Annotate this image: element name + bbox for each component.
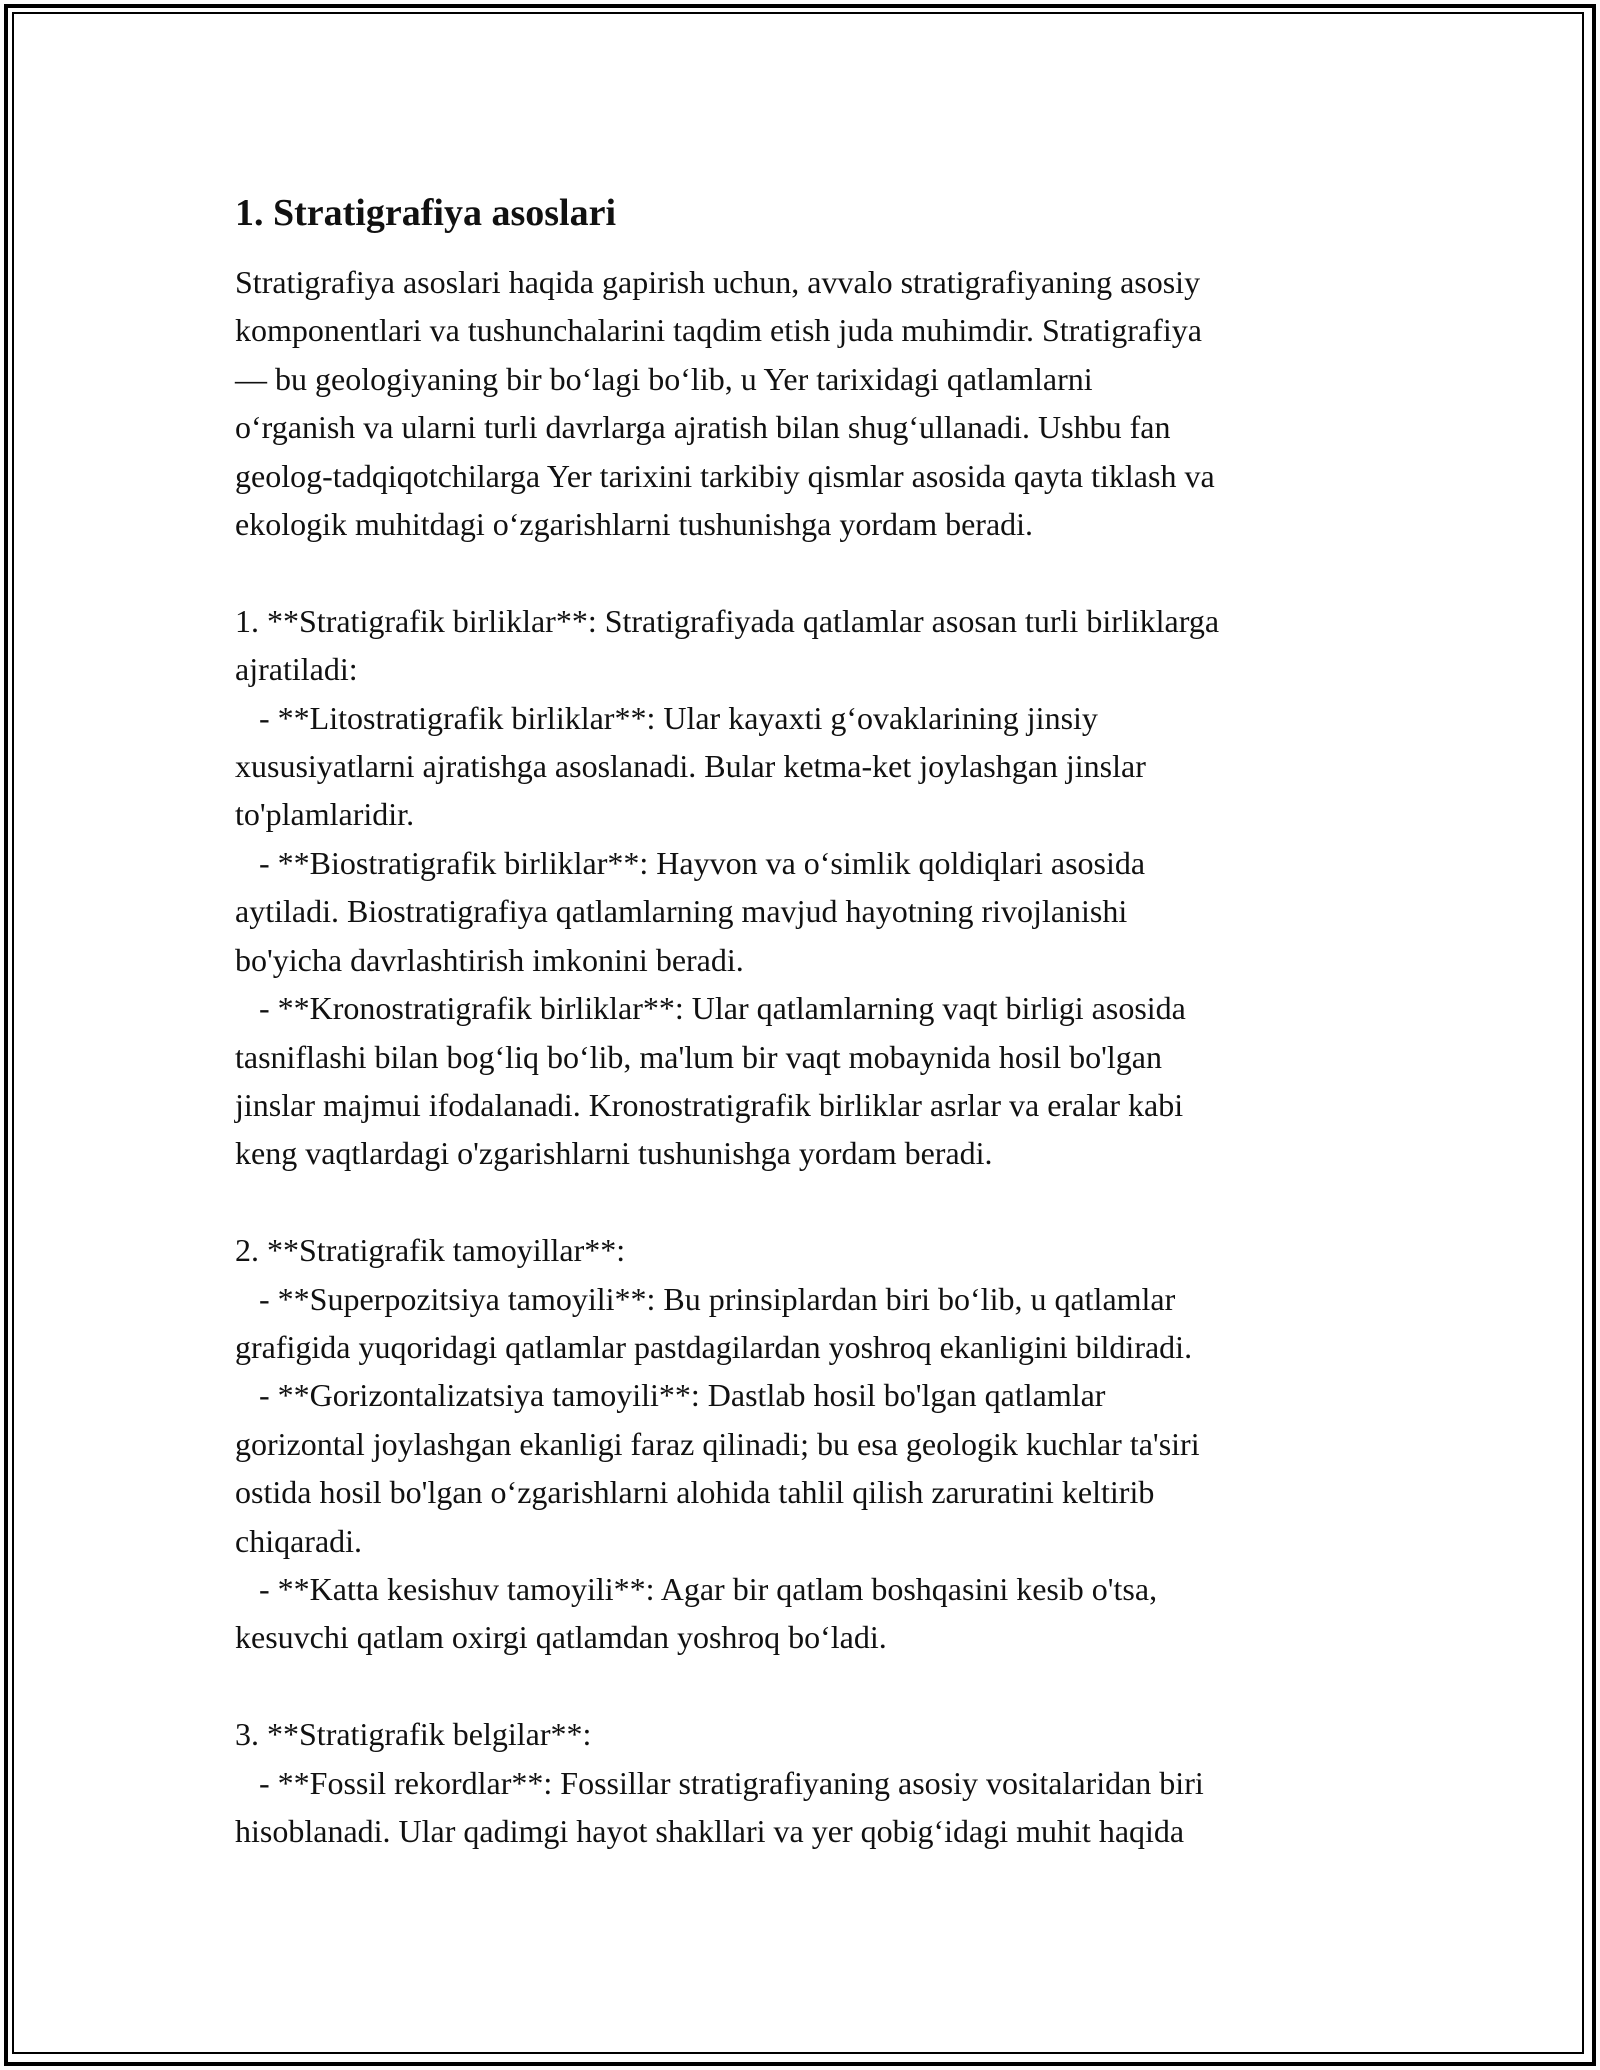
document-page [235, 185, 1385, 1855]
body-text: Stratigrafiya asoslari haqida gapirish uchun, avvalo stratigrafiyaning asosiy komponentlari va tushunchalarini taqdim etish juda muhimdir. Stratigrafiya — bu geologiyaning bir bo‘lagi bo‘lib, u Yer tarixidagi qatlamlarni o‘rganish va ularni turli davrlarga ajratish bilan shug‘ullanadi. Ushbu fan geolog-tadqiqotchilarga Yer tarixini tarkibiy qismlar asosida qayta tiklash va ekologik muhitdagi o‘zgarishlarni tushunishga yordam beradi. 1. **Stratigrafik birliklar**: Stratigrafiyada qatlamlar asosan turli birliklarga ajratiladi: - **Litostratigrafik birliklar**: Ular kayaxti g‘ovaklarining jinsiy xususiyatlarni ajratishga asoslanadi. Bular ketma-ket joylashgan jinslar to'plamlaridir. - **Biostratigrafik birliklar**: Hayvon va o‘simlik qoldiqlari asosida aytiladi. Biostratigrafiya qatlamlarning mavjud hayotning rivojlanishi bo'yicha davrlashtirish imkonini beradi. - **Kronostratigrafik birliklar**: Ular qatlamlarning vaqt birligi asosida tasniflashi bilan bog‘liq bo‘lib, ma'lum bir vaqt mobaynida hosil bo'lgan jinslar majmui ifodalanadi. Kronostratigrafik birliklar asrlar va eralar kabi keng vaqtlardagi o'zgarishlarni tushunishga yordam beradi. 2. **Stratigrafik tamoyillar**: - **Superpozitsiya tamoyili**: Bu prinsiplardan biri bo‘lib, u qatlamlar grafigida yuqoridagi qatlamlar pastdagilardan yoshroq ekanligini bildiradi. - **Gorizontalizatsiya tamoyili**: Dastlab hosil bo'lgan qatlamlar gorizontal joylashgan ekanligi faraz qilinadi; bu esa geologik kuchlar ta'siri ostida hosil bo'lgan o‘zgarishlarni alohida tahlil qilish zaruratini keltirib chiqaradi. - **Katta kesishuv tamoyili**: Agar bir qatlam boshqasini kesib o'tsa, kesuvchi qatlam oxirgi qatlamdan yoshroq bo‘ladi. 3. **Stratigrafik belgilar**: - **Fossil rekordlar**: Fossillar stratigrafiyaning asosiy vositalaridan biri hisoblanadi. Ular qadimgi hayot shakllari va yer qobig‘idagi muhit haqida [235, 264, 1220, 1849]
section-heading: 1. Stratigrafiya asoslari [235, 192, 617, 234]
